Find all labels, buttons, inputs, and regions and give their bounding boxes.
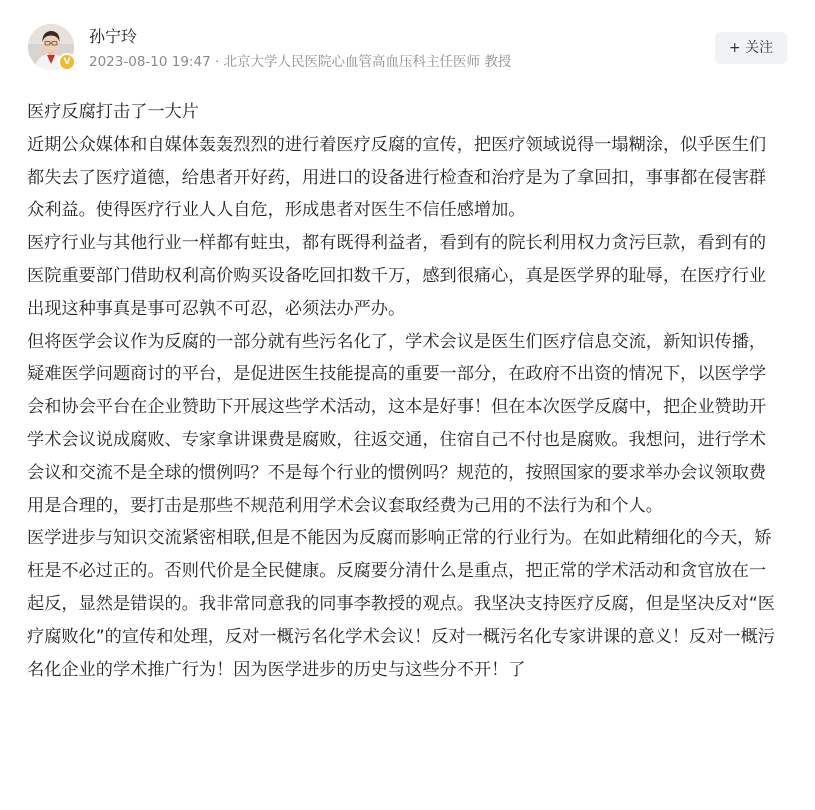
verified-badge-icon: V <box>58 53 76 71</box>
post-date: 2023-08-10 19:47 <box>89 54 211 70</box>
follow-button[interactable]: + 关注 <box>715 32 787 64</box>
post-header <box>0 0 815 90</box>
author-title: 北京大学人民医院心血管高血压科主任医师 教授 <box>223 54 512 70</box>
post-headline: 医疗反腐打击了一大片 <box>27 102 199 122</box>
post-paragraph: 医学进步与知识交流紧密相联,但是不能因为反腐而影响正常的行业行为。在如此精细化的今天，矫枉是不必过正的。否则代价是全民健康。反腐要分清什么是重点，把正常的学术活动和贪官放在一起反，显然是错误的。我非常同意我的同事李教授的观点。我坚决支持医疗反腐，但是坚决反对“医疗腐败化”的宣传和处理，反对一概污名化学术会议！反对一概污名化专家讲课的意义！反对一概污名化企业的学术推广行为！因为医学进步的历史与这些分不开！了 <box>27 528 775 680</box>
author-name[interactable]: 孙宁玲 <box>89 27 138 46</box>
author-avatar[interactable] <box>28 24 74 70</box>
post-paragraph: 近期公众媒体和自媒体轰轰烈烈的进行着医疗反腐的宣传，把医疗领域说得一塌糊涂，似乎医生们都失去了医疗道德，给患者开好药，用进口的设备进行检查和治疗是为了拿回扣，事事都在侵害群众利益。使得医疗行业人人自危，形成患者对医生不信任感增加。 <box>27 134 767 221</box>
post-meta <box>89 52 511 72</box>
post-content <box>27 96 783 686</box>
meta-separator: · <box>210 54 224 70</box>
post-paragraph: 医疗行业与其他行业一样都有蛀虫，都有既得利益者，看到有的院长利用权力贪污巨款，看到有的医院重要部门借助权利高价购买设备吃回扣数千万，感到很痛心，真是医学界的耻辱，在医疗行业出现这种事真是事可忍孰不可忍，必须法办严办。 <box>27 233 767 319</box>
post-paragraph: 但将医学会议作为反腐的一部分就有些污名化了，学术会议是医生们医疗信息交流，新知识传播，疑难医学问题商讨的平台，是促进医生技能提高的重要一部分，在政府不出资的情况下，以医学学会和协会平台在企业赞助下开展这些学术活动，这本是好事！但在本次医学反腐中，把企业赞助开学术会议说成腐败、专家拿讲课费是腐败，往返交通，住宿自己不付也是腐败。我想问，进行学术会议和交流不是全球的惯例吗？不是每个行业的惯例吗？规范的，按照国家的要求举办会议领取费用是合理的，要打击是那些不规范利用学术会议套取经费为己用的不法行为和个人。 <box>27 331 767 516</box>
